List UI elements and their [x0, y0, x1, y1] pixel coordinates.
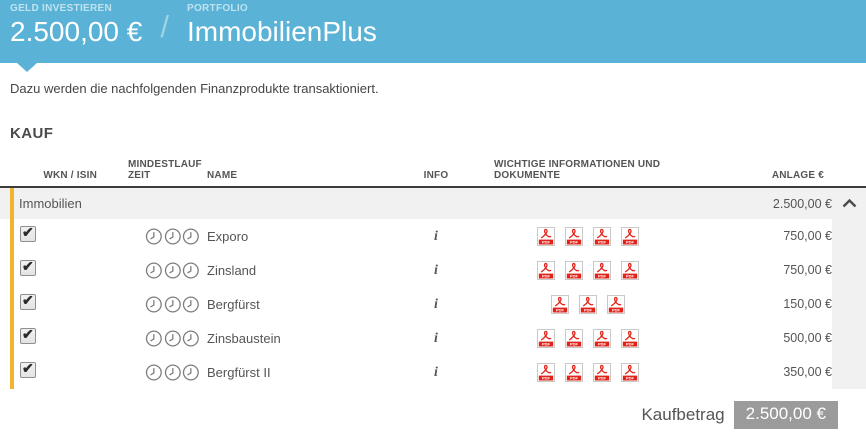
table-row — [0, 287, 866, 321]
intro-text: Dazu werden die nachfolgenden Finanzprodukte transaktioniert. — [10, 81, 379, 96]
mindestlaufzeit-clocks — [97, 227, 200, 246]
svg-text:PDF: PDF — [626, 341, 634, 347]
clock-icon — [164, 363, 182, 382]
table-row — [0, 321, 866, 355]
svg-text:PDF: PDF — [626, 375, 634, 381]
svg-text:PDF: PDF — [542, 273, 550, 279]
col-dokumente: WICHTIGE INFORMATIONEN UND DOKUMENTE — [494, 159, 661, 181]
clock-icon — [182, 363, 200, 382]
row-checkbox[interactable] — [20, 260, 36, 276]
svg-text:PDF: PDF — [626, 239, 634, 245]
table-row — [0, 355, 866, 389]
invest-amount-group — [10, 0, 142, 49]
pdf-documents — [456, 227, 706, 246]
clock-icon — [164, 227, 182, 246]
pdf-icon[interactable] — [621, 329, 639, 348]
total-row — [0, 401, 866, 429]
pdf-icon[interactable] — [565, 227, 583, 246]
col-anlage: ANLAGE € — [771, 170, 824, 181]
svg-text:PDF: PDF — [542, 341, 550, 347]
svg-text:PDF: PDF — [598, 341, 606, 347]
clock-icon — [145, 363, 163, 382]
svg-text:PDF: PDF — [570, 273, 578, 279]
mindestlaufzeit-clocks — [97, 329, 200, 348]
clock-icon — [164, 261, 182, 280]
pdf-icon[interactable] — [579, 295, 597, 314]
col-mindestlaufzeit: MINDESTLAUF ZEIT — [128, 159, 202, 181]
clock-icon — [145, 227, 163, 246]
pdf-icon[interactable] — [565, 363, 583, 382]
pdf-documents — [456, 295, 706, 314]
anlage-amount: 750,00 € — [783, 263, 832, 277]
portfolio-value: ImmobilienPlus — [186, 16, 377, 47]
clock-icon — [145, 329, 163, 348]
pdf-icon[interactable] — [537, 261, 555, 280]
chevron-up-icon — [842, 199, 857, 208]
clock-icon — [182, 261, 200, 280]
row-checkbox[interactable] — [20, 294, 36, 310]
pdf-documents — [456, 363, 706, 382]
table-header-row — [0, 148, 866, 188]
kaufbetrag-value: 2.500,00 € — [734, 401, 838, 429]
anlage-amount: 150,00 € — [783, 297, 832, 311]
svg-text:PDF: PDF — [570, 375, 578, 381]
pdf-icon[interactable] — [621, 363, 639, 382]
section-title: KAUF — [10, 125, 54, 142]
svg-text:PDF: PDF — [542, 239, 550, 245]
svg-text:PDF: PDF — [570, 341, 578, 347]
pdf-icon[interactable] — [593, 261, 611, 280]
product-name: Exporo — [207, 228, 249, 244]
callout-pointer — [17, 63, 37, 72]
pdf-icon[interactable] — [537, 329, 555, 348]
separator-slash: / — [160, 9, 169, 44]
product-name: Zinsbaustein — [207, 330, 281, 346]
pdf-icon[interactable] — [565, 261, 583, 280]
anlage-amount: 500,00 € — [783, 331, 832, 345]
invest-amount-value: 2.500,00 € — [10, 16, 143, 47]
row-checkbox[interactable] — [20, 362, 36, 378]
buy-table — [0, 148, 866, 389]
col-info: INFO — [423, 170, 449, 181]
collapse-button[interactable] — [832, 199, 866, 208]
pdf-icon[interactable] — [565, 329, 583, 348]
summary-header — [0, 0, 866, 63]
mindestlaufzeit-clocks — [97, 363, 200, 382]
pdf-icon[interactable] — [607, 295, 625, 314]
row-checkbox[interactable] — [20, 328, 36, 344]
pdf-icon[interactable] — [537, 227, 555, 246]
pdf-icon[interactable] — [537, 363, 555, 382]
anlage-amount: 750,00 € — [783, 229, 832, 243]
mindestlaufzeit-clocks — [97, 261, 200, 280]
pdf-icon[interactable] — [621, 227, 639, 246]
svg-text:PDF: PDF — [556, 307, 564, 313]
svg-text:PDF: PDF — [598, 239, 606, 245]
pdf-icon[interactable] — [621, 261, 639, 280]
pdf-icon[interactable] — [593, 329, 611, 348]
clock-icon — [182, 295, 200, 314]
svg-text:PDF: PDF — [584, 307, 592, 313]
invest-amount-label: GELD INVESTIEREN — [10, 3, 113, 14]
pdf-icon[interactable] — [593, 363, 611, 382]
svg-text:PDF: PDF — [626, 273, 634, 279]
clock-icon — [182, 329, 200, 348]
info-icon[interactable] — [430, 365, 442, 381]
product-name: Bergfürst — [207, 296, 260, 312]
pdf-icon[interactable] — [593, 227, 611, 246]
portfolio-group — [187, 0, 377, 49]
info-icon[interactable] — [430, 297, 442, 313]
row-checkbox[interactable] — [20, 226, 36, 242]
product-name: Bergfürst II — [207, 364, 271, 380]
table-body — [0, 188, 866, 389]
portfolio-label: PORTFOLIO — [186, 3, 248, 14]
col-name: NAME — [207, 170, 238, 181]
kaufbetrag-label: Kaufbetrag — [641, 405, 725, 424]
pdf-icon[interactable] — [551, 295, 569, 314]
svg-text:PDF: PDF — [598, 273, 606, 279]
clock-icon — [164, 329, 182, 348]
clock-icon — [182, 227, 200, 246]
pdf-documents — [456, 329, 706, 348]
info-icon[interactable] — [430, 263, 442, 279]
table-row — [0, 253, 866, 287]
info-icon[interactable] — [430, 331, 442, 347]
table-row — [0, 219, 866, 253]
info-icon[interactable] — [430, 229, 442, 245]
accent-bar — [10, 188, 14, 389]
group-row-immobilien[interactable] — [0, 188, 866, 219]
pdf-documents — [456, 261, 706, 280]
clock-icon — [164, 295, 182, 314]
clock-icon — [145, 261, 163, 280]
col-wkn-isin: WKN / ISIN — [43, 170, 97, 181]
group-label: Immobilien — [19, 196, 82, 211]
svg-text:PDF: PDF — [612, 307, 620, 313]
product-name: Zinsland — [207, 262, 257, 278]
svg-text:PDF: PDF — [598, 375, 606, 381]
svg-text:PDF: PDF — [570, 239, 578, 245]
clock-icon — [145, 295, 163, 314]
group-amount: 2.500,00 € — [772, 196, 832, 211]
svg-text:PDF: PDF — [542, 375, 550, 381]
anlage-amount: 350,00 € — [783, 365, 832, 379]
mindestlaufzeit-clocks — [97, 295, 200, 314]
